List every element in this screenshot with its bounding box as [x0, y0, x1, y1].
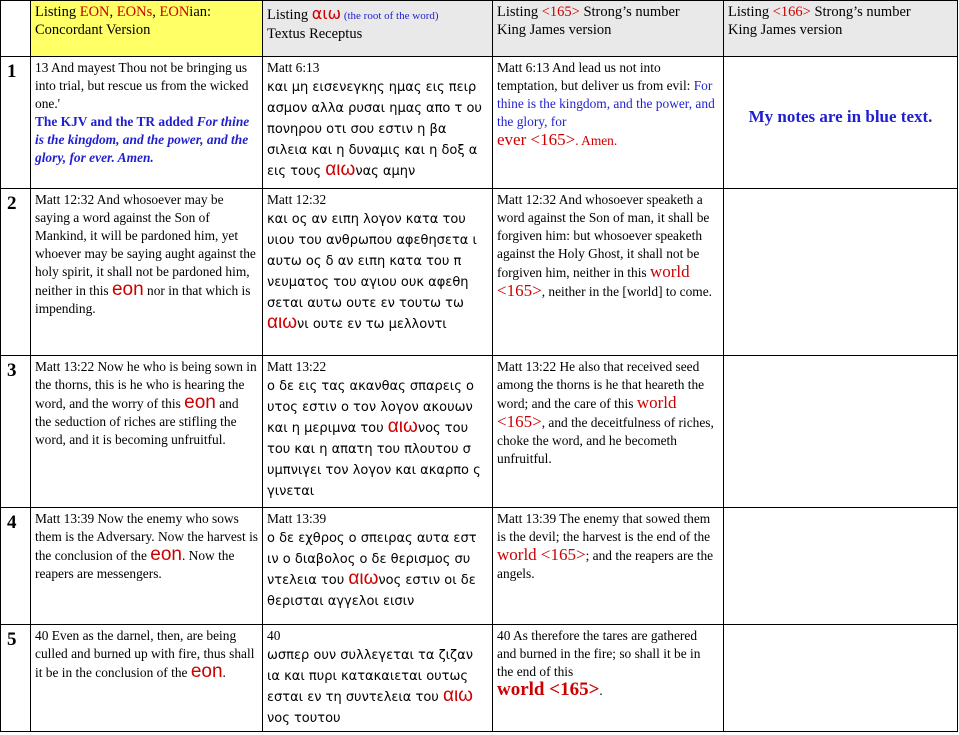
strong-165-label: <165> [541, 4, 580, 20]
row-number: 3 [1, 356, 31, 508]
strong-highlight: ever <165> [497, 130, 576, 149]
textus-cell: 40 ωσπερ ουν συλλεγεται τα ζιζαν ια και πυρι κατακαιεται ουτως εσται εν τη συντελεια του αιω νος τουτου [263, 625, 493, 732]
header-number-cell [1, 1, 31, 57]
notes-cell [724, 625, 958, 732]
strong-highlight: world <165> [497, 393, 677, 431]
kjv-cell: Matt 13:22 He also that received seed among the thorns is he that heareth the word; and the care of this world <165>, and the deceitfulness of riches, choke the word, and he becometh unfruitful. [493, 356, 724, 508]
row-number: 1 [1, 57, 31, 189]
aio-highlight: αιω [442, 685, 473, 706]
textus-cell: Matt 13:22 ο δε εις τας ακανθας σπαρεις ο υτος εστιν ο τον λογον ακουων και η μεριμνα του αιωνος του του και η απατη του πλουτου σ υμπνιγει τον λογον και ακαρπο ς γινεται [263, 356, 493, 508]
strong-highlight: world <165> [497, 679, 600, 700]
row-number: 2 [1, 189, 31, 356]
textus-cell: Matt 12:32 και ος αν ειπη λογον κατα του υιου του ανθρωπου αφεθησετα ι αυτω ος δ αν ειπη κατα του π νευματος του αγιου ουκ αφεθη σεται αυτω ουτε εν τουτω τω αιωνι ουτε εν τω μελλοντι [263, 189, 493, 356]
eonian-label: EON [159, 4, 190, 20]
row-number: 5 [1, 625, 31, 732]
header-strong-166-sub: King James version [728, 22, 843, 38]
aio-highlight: αιω [267, 312, 298, 333]
kjv-cell: 40 As therefore the tares are gathered and burned in the fire; so shall it be in the end of this world <165>. [493, 625, 724, 732]
concordant-cell: 40 Even as the darnel, then, are being culled and burned up with fire, thus shall it be in the conclusion of the eon. [31, 625, 263, 732]
concordant-cell: Matt 12:32 And whosoever may be saying a word against the Son of Mankind, it will be pardoned him, yet whoever may be saying aught against the holy spirit, it shall not be pardoned him, neither in this eon nor in that which is impending. [31, 189, 263, 356]
eon-highlight: eon [150, 544, 182, 565]
strong-highlight: world <165> [497, 545, 586, 564]
kjv-cell: Matt 12:32 And whosoever speaketh a word against the Son of man, it shall be forgiven him: but whosoever speaketh against the Holy Ghost, it shall not be forgiven him, neither in this world <165>, neither in the [world] to come. [493, 189, 724, 356]
header-concordant: Listing EON, EONs, EONian: Concordant Version [31, 1, 263, 57]
table-row [1, 356, 958, 508]
table-row [1, 189, 958, 356]
header-strong-165-sub: King James version [497, 22, 612, 38]
header-textus: Listing αιω (the root of the word) Textus Receptus [263, 1, 493, 57]
eon-highlight: eon [184, 392, 216, 413]
aio-highlight: αιω [387, 416, 418, 437]
kjv-cell: Matt 6:13 And lead us not into temptation, but deliver us from evil: For thine is the kingdom, and the power, and the glory, for ever <165>. Amen. [493, 57, 724, 189]
table-row [1, 625, 958, 732]
notes-cell [724, 189, 958, 356]
row-number: 4 [1, 508, 31, 625]
textus-cell: Matt 6:13 και μη εισενεγκης ημας εις πειρ ασμον αλλα ρυσαι ημας απο τ ου πονηρου οτι σου εστιν η βα σιλεια και η δυναμις και η δοξ α εις τους αιωνας αμην [263, 57, 493, 189]
notes-cell [724, 57, 958, 189]
table-row [1, 508, 958, 625]
notes-text: My notes are in blue text. [748, 107, 933, 126]
aio-highlight: αιω [325, 159, 356, 180]
eon-highlight: eon [111, 279, 144, 300]
eons-label: EONs [116, 4, 153, 20]
notes-cell [724, 508, 958, 625]
header-concordant-sub: Concordant Version [35, 22, 151, 38]
aio-highlight: αιω [348, 568, 379, 589]
aio-root: αιω [311, 4, 342, 23]
header-strong-166: Listing <166> Strong’s number King James version [724, 1, 958, 57]
notes-cell [724, 356, 958, 508]
textus-cell: Matt 13:39 ο δε εχθρος ο σπειρας αυτα εστ ιν ο διαβολος ο δε θερισμος συ ντελεια του αιωνος εστιν οι δε θερισται αγγελοι εισιν [263, 508, 493, 625]
table-row [1, 57, 958, 189]
concordant-cell: Matt 13:39 Now the enemy who sows them is the Adversary. Now the harvest is the conclusion of the eon. Now the reapers are messengers. [31, 508, 263, 625]
concordant-cell: 13 And mayest Thou not be bringing us into trial, but rescue us from the wicked one.' The KJV and the TR added For thine is the kingdom, and the power, and the glory, for ever. Amen. [31, 57, 263, 189]
concordant-cell: Matt 13:22 Now he who is being sown in the thorns, this is he who is hearing the word, and the worry of this eon and the seduction of riches are stifling the word, and it is becoming unfruitful. [31, 356, 263, 508]
header-strong-165: Listing <165> Strong’s number King James version [493, 1, 724, 57]
root-note: (the root of the word) [341, 10, 439, 22]
header-textus-sub: Textus Receptus [267, 26, 363, 42]
strong-166-label: <166> [772, 4, 811, 20]
kjv-cell: Matt 13:39 The enemy that sowed them is the devil; the harvest is the end of the world <165>; and the reapers are the angels. [493, 508, 724, 625]
strong-highlight: world <165> [497, 262, 690, 300]
eon-highlight: eon [190, 661, 223, 682]
eon-label: EON [79, 4, 110, 20]
